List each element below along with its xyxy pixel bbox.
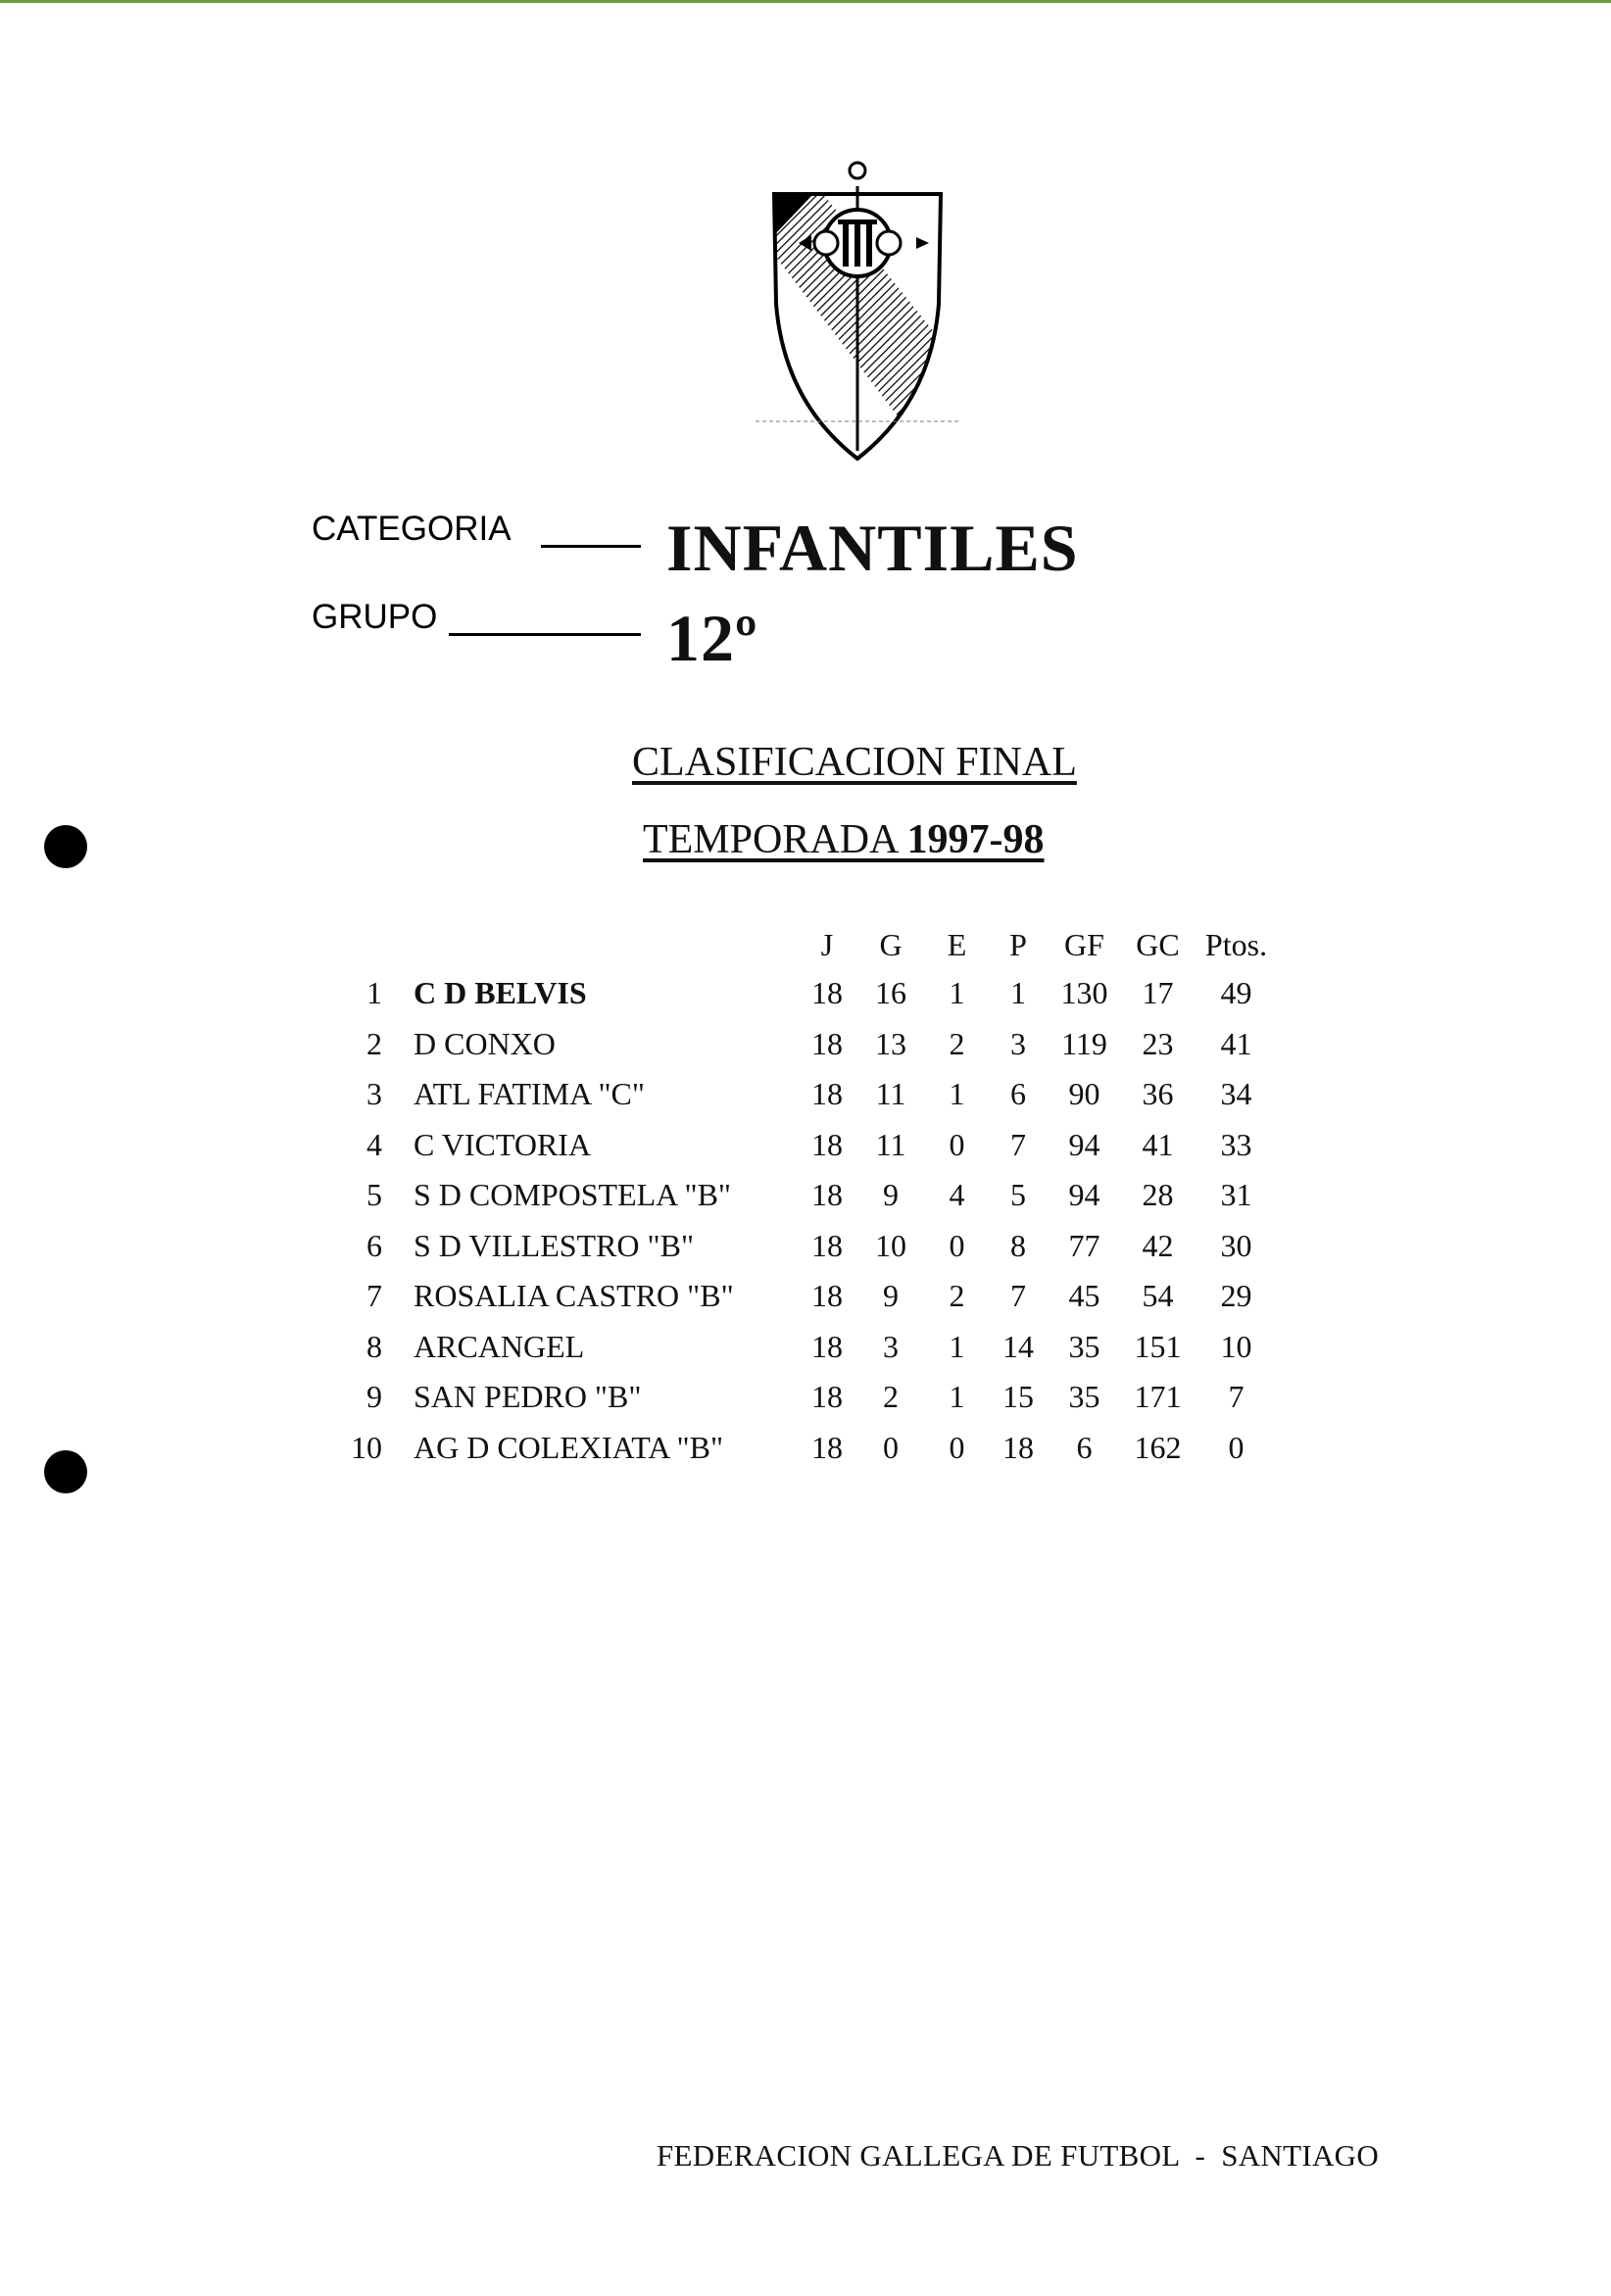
table-row [333,1271,1278,1322]
row-e: 1 [949,1076,965,1112]
row-gf: 119 [1061,1025,1107,1061]
row-j: 18 [811,1025,843,1061]
row-pts: 31 [1220,1177,1252,1213]
row-pts: 34 [1220,1076,1252,1112]
row-pts: 0 [1228,1429,1245,1465]
row-j: 18 [811,1177,843,1213]
row-p: 8 [1010,1227,1026,1263]
temporada-heading [643,816,1045,863]
header-j: J [820,926,834,962]
row-j: 18 [811,975,843,1011]
row-gc: 36 [1142,1076,1174,1112]
row-pts: 49 [1220,975,1252,1011]
row-gc: 162 [1134,1429,1182,1465]
row-gf: 130 [1060,975,1108,1011]
row-pos: 4 [366,1126,382,1162]
header-p: P [1009,926,1027,962]
table-row [333,1322,1278,1373]
row-pos: 10 [351,1429,382,1465]
temporada-value: 1997-98 [906,817,1045,862]
row-pos: 7 [366,1278,382,1314]
header-team [382,921,798,968]
row-j: 18 [811,1429,843,1465]
row-j: 18 [811,1328,843,1364]
row-pos: 2 [366,1025,382,1061]
row-p: 18 [1002,1429,1034,1465]
footer-federation: FEDERACION GALLEGA DE FUTBOL - SANTIAGO [657,2138,1380,2173]
row-gf: 6 [1076,1429,1093,1465]
row-e: 1 [949,975,965,1011]
row-g: 3 [883,1328,899,1364]
row-g: 9 [883,1278,899,1314]
punch-hole-top [44,825,87,868]
row-g: 11 [875,1126,906,1162]
row-team: S D COMPOSTELA "B" [414,1177,731,1213]
standings-table [333,921,1278,1473]
row-team: D CONXO [414,1025,556,1061]
row-g: 0 [883,1429,899,1465]
row-e: 0 [949,1227,965,1263]
row-pos: 1 [366,975,382,1011]
row-team: C VICTORIA [414,1126,592,1162]
row-p: 7 [1010,1126,1026,1162]
row-p: 6 [1010,1076,1026,1112]
row-pos: 9 [366,1379,382,1415]
table-row [333,1423,1278,1474]
row-gc: 54 [1142,1278,1174,1314]
header-pts: Ptos. [1204,926,1268,962]
grupo-label: GRUPO [312,598,438,636]
row-e: 2 [949,1025,965,1061]
row-e: 0 [949,1429,965,1465]
row-gf: 90 [1068,1076,1100,1112]
header-pos [333,921,382,968]
categoria-label: CATEGORIA [312,510,512,548]
row-pts: 29 [1220,1278,1252,1314]
row-pos: 3 [366,1076,382,1112]
row-team: S D VILLESTRO "B" [414,1227,694,1263]
row-e: 0 [949,1126,965,1162]
table-row [333,1170,1278,1221]
row-team: AG D COLEXIATA "B" [414,1429,723,1465]
row-pts: 33 [1220,1126,1252,1162]
row-pts: 7 [1228,1379,1245,1415]
grupo-value: 12º [666,601,758,675]
row-gf: 94 [1068,1126,1100,1162]
row-j: 18 [811,1278,843,1314]
row-gc: 151 [1134,1328,1182,1364]
federation-shield-icon [755,157,960,470]
page-top-edge [0,0,1611,3]
row-gf: 77 [1068,1227,1100,1263]
row-g: 9 [883,1177,899,1213]
header-g: G [879,926,903,962]
row-gc: 171 [1134,1379,1182,1415]
row-gf: 35 [1068,1328,1100,1364]
row-p: 14 [1002,1328,1034,1364]
categoria-value: INFANTILES [666,511,1079,585]
row-e: 2 [949,1278,965,1314]
clasificacion-title: CLASIFICACION FINAL [632,740,1077,785]
row-pts: 41 [1220,1025,1252,1061]
row-team: SAN PEDRO "B" [414,1379,642,1415]
row-e: 4 [949,1177,965,1213]
punch-hole-bottom [44,1450,87,1493]
row-p: 5 [1010,1177,1026,1213]
row-gc: 41 [1142,1126,1174,1162]
row-pts: 30 [1220,1227,1252,1263]
row-gc: 28 [1142,1177,1174,1213]
table-row [333,968,1278,1019]
grupo-underline [449,633,641,636]
header-gf: GF [1064,926,1104,962]
table-row [333,1120,1278,1171]
row-team: ATL FATIMA "C" [414,1076,645,1112]
row-p: 1 [1010,975,1026,1011]
row-gc: 17 [1142,975,1174,1011]
table-row [333,1372,1278,1423]
row-j: 18 [811,1076,843,1112]
table-header-row [333,921,1278,968]
row-team: ROSALIA CASTRO "B" [414,1278,734,1314]
row-pos: 5 [366,1177,382,1213]
row-p: 3 [1010,1025,1026,1061]
row-g: 10 [875,1227,906,1263]
row-g: 13 [875,1025,906,1061]
row-gf: 35 [1068,1379,1100,1415]
header-e: E [947,926,967,962]
row-pts: 10 [1220,1328,1252,1364]
table-row [333,1069,1278,1120]
categoria-underline [541,545,641,548]
temporada-label: TEMPORADA [643,817,898,862]
row-e: 1 [949,1379,965,1415]
row-g: 2 [883,1379,899,1415]
row-j: 18 [811,1227,843,1263]
header-gc: GC [1136,926,1180,962]
row-p: 15 [1002,1379,1034,1415]
row-team: ARCANGEL [414,1328,585,1364]
row-g: 16 [875,975,906,1011]
row-pos: 8 [366,1328,382,1364]
row-p: 7 [1010,1278,1026,1314]
row-g: 11 [875,1076,906,1112]
row-team: C D BELVIS [414,975,587,1011]
row-gf: 45 [1068,1278,1100,1314]
row-j: 18 [811,1126,843,1162]
table-row [333,1019,1278,1070]
row-j: 18 [811,1379,843,1415]
row-gf: 94 [1068,1177,1100,1213]
row-gc: 23 [1142,1025,1174,1061]
table-row [333,1221,1278,1272]
row-pos: 6 [366,1227,382,1263]
row-e: 1 [949,1328,965,1364]
row-gc: 42 [1142,1227,1174,1263]
